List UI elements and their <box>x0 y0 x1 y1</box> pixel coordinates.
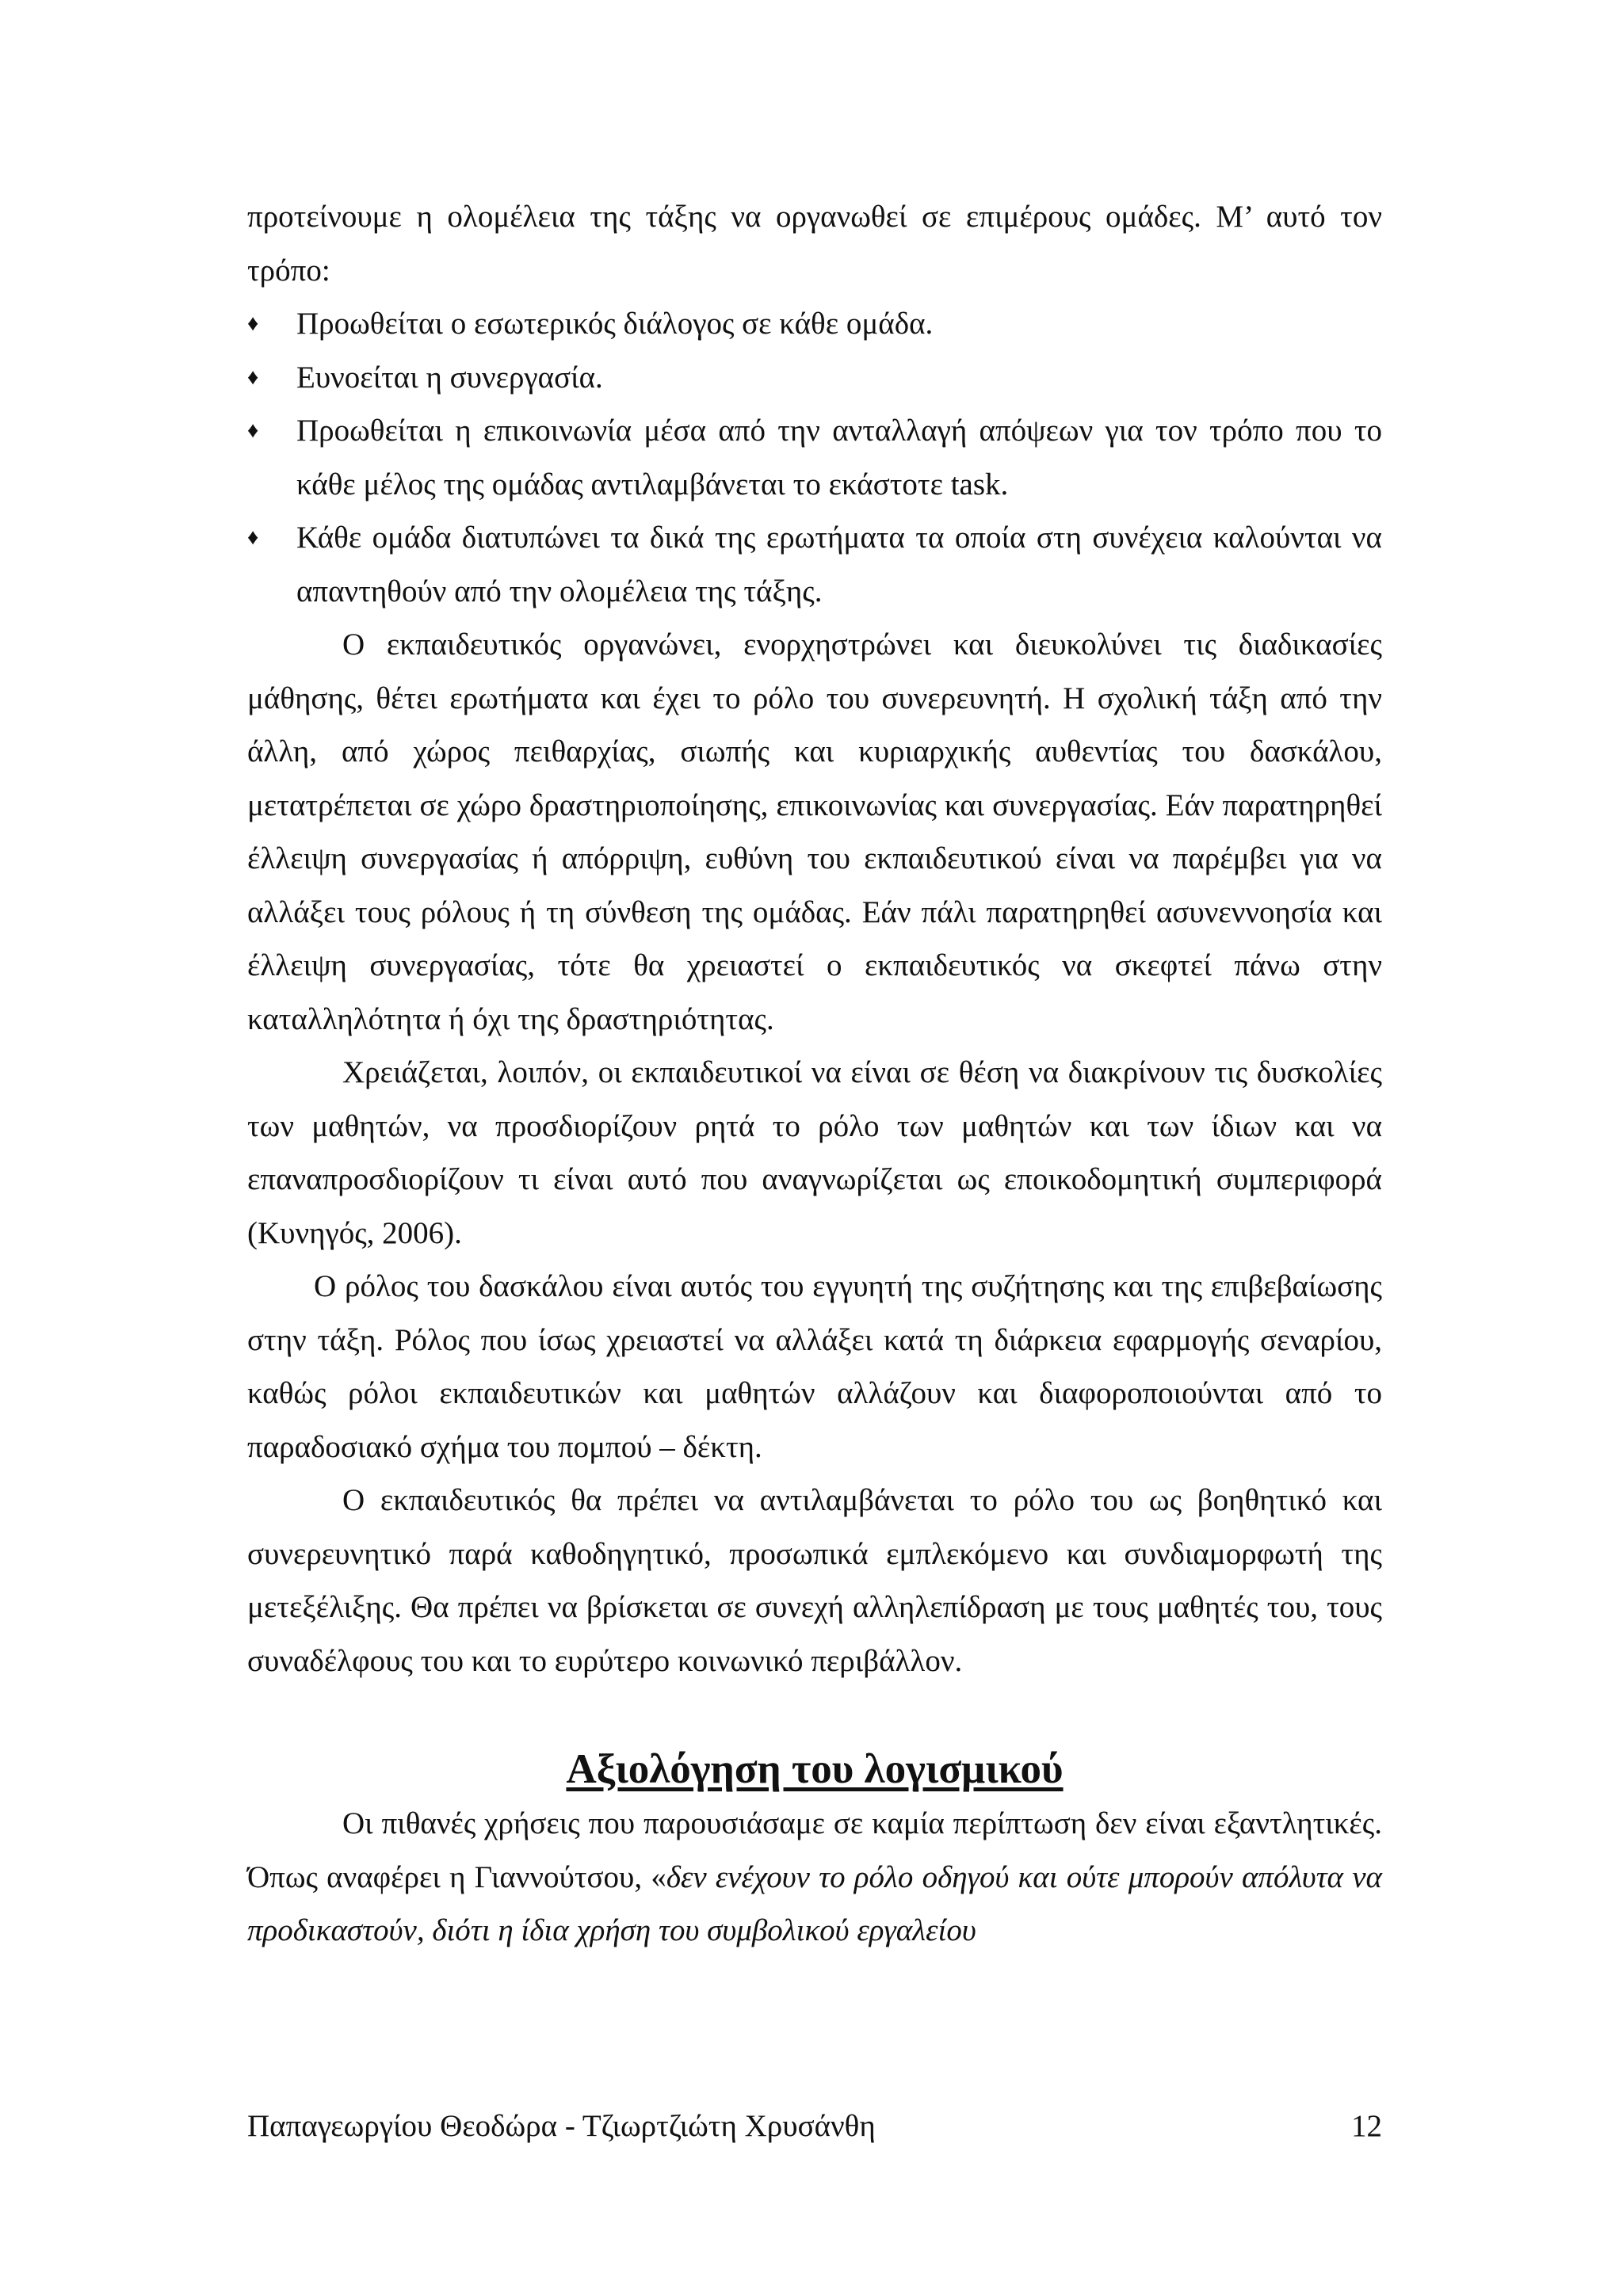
diamond-bullet-icon: ♦ <box>247 525 259 550</box>
list-item-text: Ευνοείται η συνεργασία. <box>296 360 603 395</box>
quote-text: δεν ενέχουν το ρόλο οδηγού και ούτε μπορούν απόλυτα να προδικαστούν, διότι η ίδια χρήση του συμβολικού εργαλείου <box>247 1859 1383 1947</box>
section-heading <box>247 1741 1382 1797</box>
list-item <box>247 297 1382 351</box>
list-item-text: Προωθείται η επικοινωνία μέσα από την ανταλλαγή απόψεων για τον τρόπο που το κάθε μέλος της ομάδας αντιλαμβάνεται το εκάστοτε task. <box>296 414 1382 502</box>
paragraph-teacher-organizes: Ο εκπαιδευτικός οργανώνει, ενορχηστρώνει και διευκολύνει τις διαδικασίες μάθησης, θέτει ερωτήματα και έχει το ρόλο του συνερευνητή. Η σχολική τάξη από την άλλη, από χώρος πειθαρχίας, σιωπής και κυριαρχικής αυθεντίας του δασκάλου, μετατρέπεται σε χώρο δραστηριοποίησης, επικοινωνίας και συνεργασίας. Εάν παρατηρηθεί έλλειψη συνεργασίας ή απόρριψη, ευθύνη του εκπαιδευτικού είναι να παρέμβει για να αλλάξει τους ρόλους ή τη σύνθεση της ομάδας. Εάν πάλι παρατηρηθεί ασυνεννοησία και έλλειψη συνεργασίας, τότε θα χρειαστεί ο εκπαιδευτικός να σκεφτεί πάνω στην καταλληλότητα ή όχι της δραστηριότητας. <box>247 627 1382 1036</box>
bullet-list <box>247 297 1382 618</box>
paragraph-evaluation-text: Οι πιθανές χρήσεις που παρουσιάσαμε σε καμία περίπτωση δεν είναι εξαντλητικές. Όπως αναφέρει η Γιαννούτσου, « <box>247 1806 1382 1894</box>
diamond-bullet-icon: ♦ <box>247 418 259 443</box>
diamond-bullet-icon: ♦ <box>247 364 259 390</box>
paragraph-teacher-role: Ο ρόλος του δασκάλου είναι αυτός του εγγυητή της συζήτησης και της επιβεβαίωσης στην τάξη. Ρόλος που ίσως χρειαστεί να αλλάξει κατά τη διάρκεια εφαρμογής σεναρίου, καθώς ρόλοι εκπαιδευτικών και μαθητών αλλάζουν και διαφοροποιούνται από το παραδοσιακό σχήμα του πομπού – δέκτη. <box>247 1269 1382 1464</box>
document-body <box>247 190 1382 1958</box>
paragraph-teacher-perception: Ο εκπαιδευτικός θα πρέπει να αντιλαμβάνεται το ρόλο του ως βοηθητικό και συνερευνητικό παρά καθοδηγητικό, προσωπικά εμπλεκόμενο και συνδιαμορφωτή της μετεξέλιξης. Θα πρέπει να βρίσκεται σε συνεχή αλληλεπίδραση με τους μαθητές του, τους συναδέλφους του και το ευρύτερο κοινωνικό περιβάλλον. <box>247 1483 1382 1678</box>
paragraph-evaluation <box>247 1797 1382 1958</box>
section-heading-text: Αξιολόγηση του λογισμικού <box>566 1746 1064 1792</box>
list-item-text: Κάθε ομάδα διατυπώνει τα δικά της ερωτήματα τα οποία στη συνέχεια καλούνται να απαντηθούν από την ολομέλεια της τάξης. <box>296 521 1382 608</box>
footer-authors: Παπαγεωργίου Θεοδώρα - Τζιωρτζιώτη Χρυσάνθη <box>247 2109 876 2143</box>
page-footer <box>247 2104 1382 2149</box>
page-number: 12 <box>1351 2109 1382 2143</box>
list-item <box>247 511 1382 618</box>
diamond-bullet-icon: ♦ <box>247 311 259 336</box>
paragraph-intro: προτείνουμε η ολομέλεια της τάξης να οργανωθεί σε επιμέρους ομάδες. Μ’ αυτό τον τρόπο: <box>247 200 1382 288</box>
list-item <box>247 351 1382 405</box>
list-item <box>247 404 1382 511</box>
list-item-text: Προωθείται ο εσωτερικός διάλογος σε κάθε ομάδα. <box>296 307 934 341</box>
paragraph-teachers-need: Χρειάζεται, λοιπόν, οι εκπαιδευτικοί να είναι σε θέση να διακρίνουν τις δυσκολίες των μαθητών, να προσδιορίζουν ρητά το ρόλο των μαθητών και των ίδιων και να επαναπροσδιορίζουν τι είναι αυτό που αναγνωρίζεται ως εποικοδομητική συμπεριφορά (Κυνηγός, 2006). <box>247 1055 1382 1250</box>
